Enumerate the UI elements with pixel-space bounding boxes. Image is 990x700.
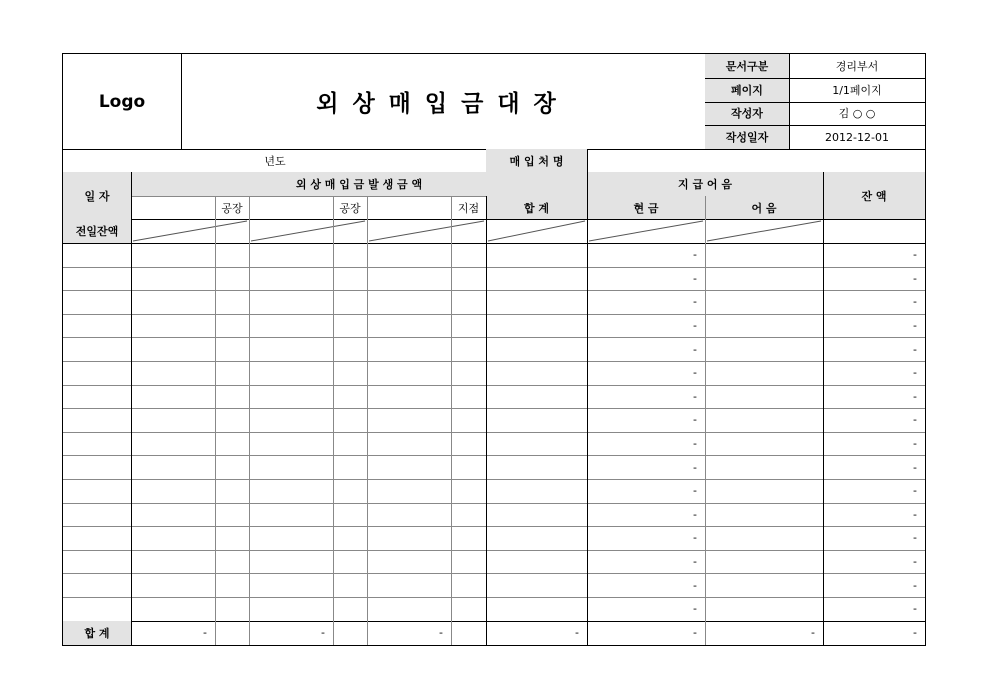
row-cell[interactable] (249, 361, 333, 385)
row-cell[interactable] (215, 314, 249, 338)
row-cell[interactable] (705, 455, 823, 479)
row-cell[interactable] (367, 550, 451, 574)
row-cell[interactable] (705, 408, 823, 432)
row-balance[interactable]: - (913, 437, 917, 451)
row-total[interactable]: - (693, 437, 697, 451)
diagonal-mark (707, 221, 821, 241)
row-cell[interactable] (131, 503, 215, 527)
occurrence-group-header: 외 상 매 입 금 발 생 금 액 (131, 172, 587, 196)
row-cell[interactable] (63, 314, 131, 338)
row-cell[interactable] (63, 243, 131, 267)
sub-label-factory: 공장 (339, 201, 361, 215)
row-cell[interactable] (215, 526, 249, 550)
row-balance[interactable]: - (913, 507, 917, 521)
row-cell[interactable] (249, 503, 333, 527)
info-label: 문서구분 (705, 54, 789, 78)
grid-line (451, 196, 452, 645)
row-cell[interactable] (249, 385, 333, 409)
row-total[interactable]: - (693, 578, 697, 592)
row-cell[interactable] (367, 243, 451, 267)
row-cell[interactable] (367, 573, 451, 597)
info-label: 페이지 (705, 78, 789, 102)
row-total[interactable]: - (693, 507, 697, 521)
row-balance[interactable]: - (913, 295, 917, 309)
row-cell[interactable] (249, 267, 333, 291)
row-cell[interactable] (215, 408, 249, 432)
row-cell[interactable] (451, 597, 486, 621)
grid-line (63, 290, 925, 291)
row-cell[interactable] (215, 337, 249, 361)
row-cell[interactable] (131, 432, 215, 456)
row-balance[interactable]: - (913, 413, 917, 427)
diagonal-mark (488, 221, 585, 241)
row-cell[interactable] (705, 361, 823, 385)
grid-line (63, 361, 925, 362)
row-cell[interactable] (333, 243, 367, 267)
row-cell[interactable] (215, 503, 249, 527)
grid-line (63, 432, 925, 433)
row-cell[interactable] (486, 243, 587, 267)
row-cell[interactable] (367, 408, 451, 432)
grid-line (333, 196, 334, 645)
row-cell[interactable] (486, 526, 587, 550)
row-balance[interactable]: - (913, 484, 917, 498)
row-cell[interactable] (451, 408, 486, 432)
row-balance[interactable]: - (913, 248, 917, 262)
row-cell[interactable] (486, 385, 587, 409)
row-cell[interactable] (367, 290, 451, 314)
row-cell[interactable] (451, 455, 486, 479)
sub-label-factory: 공장 (221, 201, 243, 215)
info-value: 1/1페이지 (832, 83, 882, 97)
row-cell[interactable] (131, 597, 215, 621)
row-balance[interactable]: - (913, 578, 917, 592)
row-cell[interactable] (451, 314, 486, 338)
row-cell[interactable] (333, 597, 367, 621)
footer-total: - (575, 626, 579, 640)
row-cell[interactable] (249, 432, 333, 456)
row-cell[interactable] (486, 314, 587, 338)
row-cell[interactable] (63, 432, 131, 456)
row-cell[interactable] (131, 479, 215, 503)
row-cell[interactable] (249, 314, 333, 338)
row-cell[interactable] (451, 337, 486, 361)
row-cell[interactable] (486, 573, 587, 597)
row-cell[interactable] (63, 361, 131, 385)
row-cell[interactable] (367, 503, 451, 527)
row-cell[interactable] (451, 267, 486, 291)
row-cell[interactable] (215, 479, 249, 503)
row-cell[interactable] (451, 479, 486, 503)
diagonal-mark (589, 221, 703, 241)
info-value: 경리부서 (835, 59, 879, 73)
row-cell[interactable] (333, 337, 367, 361)
row-cell[interactable] (63, 573, 131, 597)
info-label: 작성일자 (705, 125, 789, 149)
footer-total: - (693, 626, 697, 640)
row-cell[interactable] (333, 432, 367, 456)
row-cell[interactable] (249, 337, 333, 361)
row-cell[interactable] (486, 408, 587, 432)
row-balance[interactable]: - (913, 319, 917, 333)
row-cell[interactable] (249, 408, 333, 432)
row-cell[interactable] (451, 290, 486, 314)
row-cell[interactable] (215, 455, 249, 479)
row-cell[interactable] (486, 337, 587, 361)
diagonal-mark (251, 221, 365, 241)
row-cell[interactable] (131, 243, 215, 267)
date-header: 일 자 (63, 172, 131, 219)
grid-line (63, 526, 925, 527)
row-cell[interactable] (486, 267, 587, 291)
row-cell[interactable] (451, 526, 486, 550)
row-cell[interactable] (131, 408, 215, 432)
row-cell[interactable] (705, 243, 823, 267)
diagonal-mark (369, 221, 484, 241)
row-total[interactable]: - (693, 413, 697, 427)
row-cell[interactable] (63, 267, 131, 291)
row-cell[interactable] (486, 290, 587, 314)
grid-line (367, 196, 368, 645)
row-cell[interactable] (451, 432, 486, 456)
row-cell[interactable] (486, 550, 587, 574)
grid-line (215, 196, 216, 645)
row-cell[interactable] (215, 290, 249, 314)
footer-label: 합 계 (63, 621, 131, 645)
row-cell[interactable] (451, 503, 486, 527)
row-total[interactable]: - (693, 342, 697, 356)
row-cell[interactable] (333, 455, 367, 479)
grid-line (131, 172, 132, 645)
ledger-sheet (62, 53, 926, 646)
row-cell[interactable] (215, 243, 249, 267)
row-cell[interactable] (705, 432, 823, 456)
row-cell[interactable] (333, 267, 367, 291)
row-cell[interactable] (705, 385, 823, 409)
row-cell[interactable] (367, 479, 451, 503)
row-balance[interactable]: - (913, 271, 917, 285)
grid-line (705, 196, 706, 645)
sub-label-branch: 지점 (457, 201, 480, 215)
grid-line (63, 479, 925, 480)
grid-line (587, 172, 588, 645)
row-cell[interactable] (367, 361, 451, 385)
row-cell[interactable] (131, 337, 215, 361)
total-header: 합 계 (486, 196, 587, 219)
info-label: 작성자 (705, 102, 789, 126)
cash-header: 현 금 (587, 196, 705, 219)
grid-line (63, 597, 925, 598)
row-cell[interactable] (131, 526, 215, 550)
row-cell[interactable] (249, 455, 333, 479)
row-cell[interactable] (333, 479, 367, 503)
row-cell[interactable] (215, 432, 249, 456)
row-cell[interactable] (63, 479, 131, 503)
grid-line (249, 196, 250, 645)
row-cell[interactable] (131, 361, 215, 385)
prev-balance-label: 전일잔액 (63, 219, 131, 243)
row-balance[interactable]: - (913, 602, 917, 616)
row-cell[interactable] (215, 597, 249, 621)
row-cell[interactable] (63, 455, 131, 479)
row-cell[interactable] (333, 385, 367, 409)
row-cell[interactable] (63, 550, 131, 574)
footer-total: - (321, 626, 325, 640)
row-balance[interactable]: - (913, 460, 917, 474)
row-cell[interactable] (705, 479, 823, 503)
row-cell[interactable] (451, 243, 486, 267)
vendor-label: 매 입 처 명 (486, 149, 587, 172)
grid-line (63, 267, 925, 268)
row-balance[interactable]: - (913, 555, 917, 569)
row-cell[interactable] (131, 455, 215, 479)
grid-line (63, 385, 925, 386)
row-cell[interactable] (451, 385, 486, 409)
row-cell[interactable] (249, 573, 333, 597)
row-cell[interactable] (367, 597, 451, 621)
row-cell[interactable] (215, 550, 249, 574)
row-cell[interactable] (705, 503, 823, 527)
grid-line (63, 455, 925, 456)
row-total[interactable]: - (693, 484, 697, 498)
row-cell[interactable] (367, 455, 451, 479)
footer-total: - (811, 626, 815, 640)
row-cell[interactable] (705, 290, 823, 314)
info-value: 김 ○ ○ (838, 107, 876, 121)
row-cell[interactable] (333, 550, 367, 574)
row-cell[interactable] (486, 361, 587, 385)
row-cell[interactable] (367, 267, 451, 291)
page-title: 외상매입금대장 (316, 91, 570, 117)
row-cell[interactable] (333, 361, 367, 385)
row-balance[interactable]: - (913, 531, 917, 545)
row-total[interactable]: - (693, 460, 697, 474)
footer-total: - (203, 626, 207, 640)
row-cell[interactable] (367, 526, 451, 550)
row-cell[interactable] (333, 408, 367, 432)
row-cell[interactable] (249, 526, 333, 550)
row-cell[interactable] (333, 503, 367, 527)
row-total[interactable]: - (693, 555, 697, 569)
row-cell[interactable] (333, 314, 367, 338)
row-cell[interactable] (131, 267, 215, 291)
row-cell[interactable] (705, 314, 823, 338)
row-cell[interactable] (131, 550, 215, 574)
row-cell[interactable] (486, 432, 587, 456)
row-total[interactable]: - (693, 531, 697, 545)
row-cell[interactable] (367, 432, 451, 456)
row-cell[interactable] (249, 550, 333, 574)
row-cell[interactable] (333, 526, 367, 550)
row-total[interactable]: - (693, 366, 697, 380)
payment-group-header: 지 급 어 음 (587, 172, 823, 196)
row-cell[interactable] (705, 597, 823, 621)
row-cell[interactable] (215, 361, 249, 385)
grid-line (63, 503, 925, 504)
grid-line (63, 408, 925, 409)
row-cell[interactable] (249, 243, 333, 267)
row-cell[interactable] (63, 290, 131, 314)
row-cell[interactable] (249, 597, 333, 621)
row-total[interactable]: - (693, 248, 697, 262)
row-cell[interactable] (705, 573, 823, 597)
row-cell[interactable] (215, 385, 249, 409)
row-total[interactable]: - (693, 271, 697, 285)
grid-line (63, 573, 925, 574)
row-cell[interactable] (249, 479, 333, 503)
row-cell[interactable] (705, 337, 823, 361)
row-cell[interactable] (131, 314, 215, 338)
diagonal-mark (133, 221, 247, 241)
row-cell[interactable] (486, 455, 587, 479)
note-header: 어 음 (705, 196, 823, 219)
row-cell[interactable] (131, 573, 215, 597)
row-cell[interactable] (367, 314, 451, 338)
row-cell[interactable] (63, 408, 131, 432)
grid-line (63, 314, 925, 315)
row-cell[interactable] (486, 597, 587, 621)
row-cell[interactable] (367, 385, 451, 409)
row-cell[interactable] (705, 550, 823, 574)
grid-line (63, 550, 925, 551)
logo: Logo (98, 91, 146, 112)
info-value: 2012-12-01 (825, 130, 889, 144)
row-cell[interactable] (215, 573, 249, 597)
row-balance[interactable]: - (913, 366, 917, 380)
grid-line (63, 337, 925, 338)
row-total[interactable]: - (693, 389, 697, 403)
row-cell[interactable] (63, 526, 131, 550)
row-cell[interactable] (486, 479, 587, 503)
row-cell[interactable] (486, 503, 587, 527)
grid-line (823, 172, 824, 645)
balance-header: 잔 액 (823, 172, 925, 219)
row-cell[interactable] (249, 290, 333, 314)
row-total[interactable]: - (693, 319, 697, 333)
row-cell[interactable] (333, 573, 367, 597)
row-balance[interactable]: - (913, 342, 917, 356)
row-cell[interactable] (451, 361, 486, 385)
row-cell[interactable] (131, 385, 215, 409)
footer-total: - (439, 626, 443, 640)
row-cell[interactable] (705, 526, 823, 550)
row-total[interactable]: - (693, 602, 697, 616)
row-cell[interactable] (333, 290, 367, 314)
row-cell[interactable] (705, 267, 823, 291)
year-label: 년도 (264, 154, 286, 168)
row-total[interactable]: - (693, 295, 697, 309)
row-cell[interactable] (63, 597, 131, 621)
row-cell[interactable] (63, 385, 131, 409)
row-balance[interactable]: - (913, 389, 917, 403)
grid-line (486, 196, 487, 645)
footer-total: - (913, 626, 917, 640)
row-cell[interactable] (63, 337, 131, 361)
row-cell[interactable] (63, 503, 131, 527)
row-cell[interactable] (215, 267, 249, 291)
row-cell[interactable] (451, 550, 486, 574)
row-cell[interactable] (367, 337, 451, 361)
row-cell[interactable] (131, 290, 215, 314)
row-cell[interactable] (451, 573, 486, 597)
